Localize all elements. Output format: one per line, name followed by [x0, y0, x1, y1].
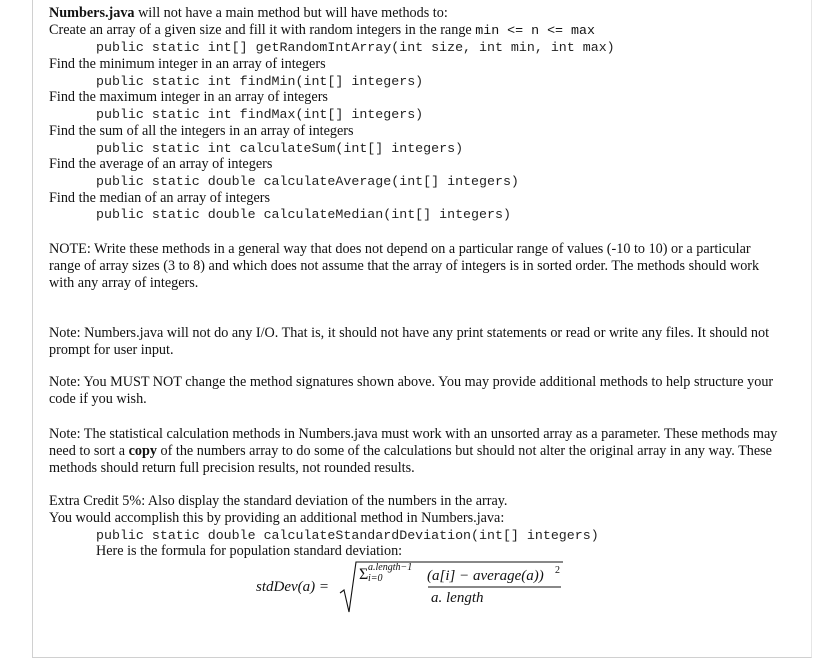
signature-calculateSum: public static int calculateSum(int[] integers)	[96, 141, 464, 156]
note-sorting	[49, 426, 779, 477]
sigma-symbol: Σ	[359, 566, 369, 583]
method-desc-sum: Find the sum of all the integers in an array of integers	[49, 123, 354, 139]
file-name: Numbers.java	[49, 5, 135, 21]
signature-calculateMedian: public static double calculateMedian(int[] integers)	[96, 207, 511, 222]
intro-text: will not have a main method but will have methods to:	[134, 5, 448, 21]
signature-findMax: public static int findMax(int[] integers)	[96, 107, 424, 122]
formula-exponent: 2	[555, 565, 560, 576]
signature-findMin: public static int findMin(int[] integers)	[96, 74, 424, 89]
extra-credit-line2: You would accomplish this by providing an additional method in Numbers.java:	[49, 510, 505, 526]
note-signatures: Note: You MUST NOT change the method signatures shown above. You may provide additional methods to help structure your code if you wish.	[49, 374, 774, 407]
sum-upper-limit: a.length−1	[368, 562, 413, 573]
signature-calculateAverage: public static double calculateAverage(int[] integers)	[96, 174, 519, 189]
signature-getRandomIntArray: public static int[] getRandomIntArray(int size, int min, int max)	[96, 40, 615, 55]
sum-lower-limit: i=0	[368, 573, 383, 584]
method-desc-average: Find the average of an array of integers	[49, 156, 273, 172]
note-sorting-text: Note: The statistical calculation methods in Numbers.java must work with an unsorted array as a parameter. These methods may need to sort a	[49, 426, 778, 459]
formula-term: (a[i] − average(a))	[427, 568, 544, 584]
intro-line	[49, 5, 448, 22]
method-desc-min: Find the minimum integer in an array of integers	[49, 56, 326, 72]
formula-intro: Here is the formula for population standard deviation:	[96, 543, 403, 559]
method-desc-text: Create an array of a given size and fill it with random integers in the range	[49, 22, 476, 38]
formula-lhs: stdDev(a) =	[256, 579, 330, 595]
note-sorting-emphasis: copy	[128, 443, 157, 459]
range-expression: min <= n <= max	[475, 23, 595, 38]
method-desc-max: Find the maximum integer in an array of integers	[49, 89, 328, 105]
signature-calculateStandardDeviation: public static double calculateStandardDeviation(int[] integers)	[96, 528, 599, 543]
note-io: Note: Numbers.java will not do any I/O. That is, it should not have any print statements or read or write any files. It should not prompt for user input.	[49, 325, 770, 358]
note-general: NOTE: Write these methods in a general way that does not depend on a particular range of values (-10 to 10) or a particular range of array sizes (3 to 8) and which does not assume that the array of integers is in sorted order. The methods should work with any array of integers.	[49, 241, 760, 291]
method-desc-random	[49, 22, 595, 39]
extra-credit-line1: Extra Credit 5%: Also display the standard deviation of the numbers in the array.	[49, 493, 508, 509]
note-sorting-text-end: of the numbers array to do some of the calculations but should not alter the original array in any way. These methods should return full precision results, not rounded results.	[49, 443, 772, 476]
method-desc-median: Find the median of an array of integers	[49, 190, 271, 206]
formula-denominator: a. length	[431, 590, 484, 606]
